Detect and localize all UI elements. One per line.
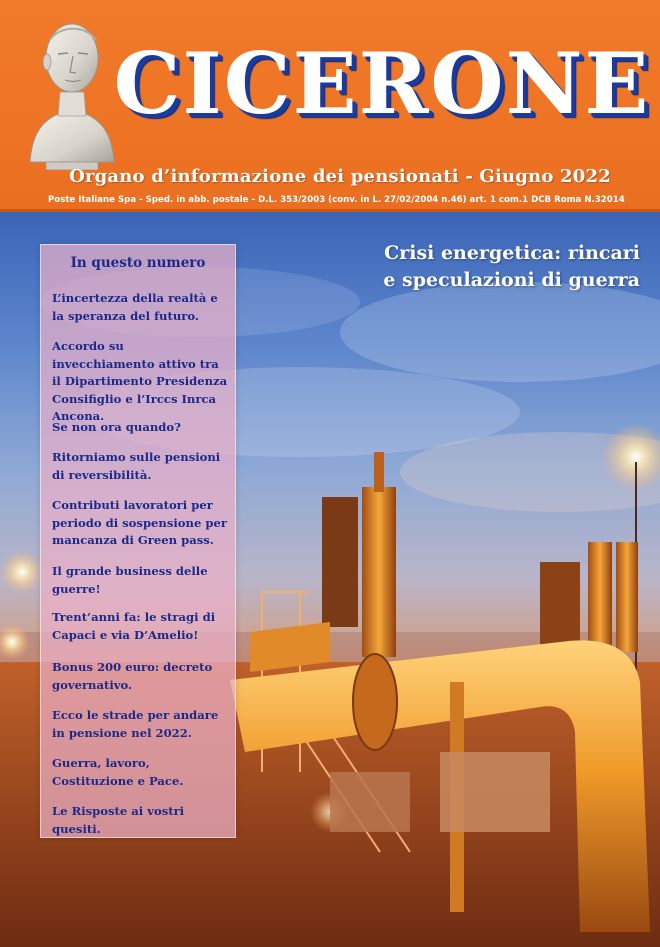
cover-header <box>0 0 660 212</box>
toc-item[interactable]: Accordo su invecchiamento attivo tra il Dipartimento Presidenza Consifiglio e l’Irccs Inrca Ancona. <box>52 339 228 423</box>
cover-headline[interactable] <box>350 240 640 294</box>
cicero-bust-icon <box>26 12 118 170</box>
headline-line-2: e speculazioni di guerra <box>383 269 640 291</box>
toc-item[interactable]: Ecco le strade per andare in pensione nel 2022. <box>52 708 219 740</box>
toc-item[interactable]: Trent’anni fa: le stragi di Capaci e via D’Amelio! <box>52 610 216 642</box>
toc-item[interactable]: Se non ora quando? <box>52 420 181 434</box>
toc-item[interactable]: Le Risposte ai vostri quesiti. <box>52 804 185 836</box>
toc-item[interactable]: Contributi lavoratori per periodo di sospensione per mancanza di Green pass. <box>52 498 227 547</box>
issue-subtitle: Organo d’informazione dei pensionati - Giugno 2022 <box>69 166 611 187</box>
masthead-title: CICERONE <box>113 34 651 133</box>
contents-panel <box>40 244 236 838</box>
toc-item[interactable]: Guerra, lavoro, Costituzione e Pace. <box>52 756 184 788</box>
toc-item[interactable]: L’incertezza della realtà e la speranza del futuro. <box>52 291 218 323</box>
postal-info: Poste Italiane Spa - Sped. in abb. postale - D.L. 353/2003 (conv. in L. 27/02/2004 n.46) art. 1 com.1 DCB Roma N.32014 <box>48 195 625 205</box>
headline-line-1: Crisi energetica: rincari <box>384 242 640 264</box>
toc-item[interactable]: Ritorniamo sulle pensioni di reversibilità. <box>52 450 221 482</box>
toc-item[interactable]: Bonus 200 euro: decreto governativo. <box>52 660 213 692</box>
contents-title: In questo numero <box>70 255 206 271</box>
toc-item[interactable]: Il grande business delle guerre! <box>52 564 208 596</box>
